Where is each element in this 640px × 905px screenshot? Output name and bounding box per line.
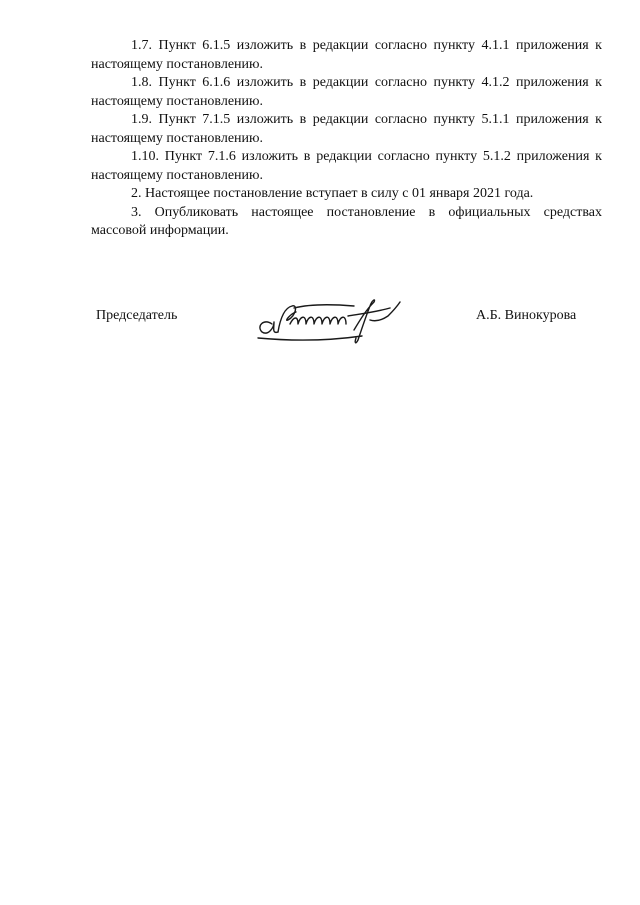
paragraph-1-9: 1.9. Пункт 7.1.5 изложить в редакции согласно пункту 5.1.1 приложения к настоящему постановлению. <box>91 112 602 146</box>
paragraph-1-8: 1.8. Пункт 6.1.6 изложить в редакции согласно пункту 4.1.2 приложения к настоящему постановлению. <box>91 75 602 109</box>
paragraph-3: 3. Опубликовать настоящее постановление в официальных средствах массовой информации. <box>91 204 602 238</box>
signature-block <box>0 290 640 350</box>
paragraph-2: 2. Настоящее постановление вступает в силу с 01 января 2021 года. <box>131 186 534 201</box>
handwritten-signature-icon <box>250 290 410 350</box>
signatory-name: А.Б. Винокурова <box>476 308 577 323</box>
paragraph-1-7: 1.7. Пункт 6.1.5 изложить в редакции согласно пункту 4.1.1 приложения к настоящему постановлению. <box>91 38 602 72</box>
signatory-title: Председатель <box>96 308 178 323</box>
document-body <box>91 37 602 241</box>
paragraph-1-10: 1.10. Пункт 7.1.6 изложить в редакции согласно пункту 5.1.2 приложения к настоящему постановлению. <box>91 149 602 183</box>
